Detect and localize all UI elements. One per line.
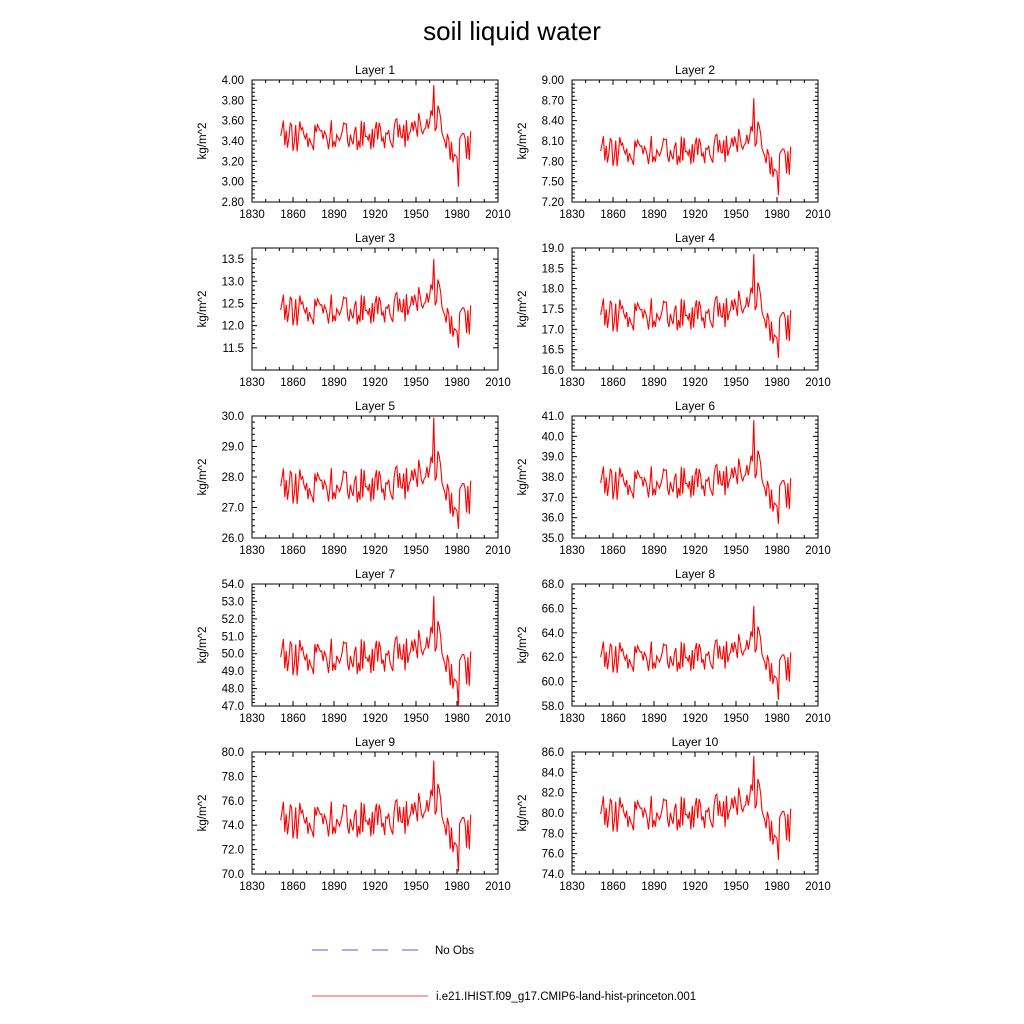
y-tick-label: 18.0 — [541, 283, 564, 296]
x-tick-label: 2010 — [805, 377, 831, 389]
y-axis-label: kg/m^2 — [517, 626, 529, 664]
x-tick-label: 1890 — [641, 545, 667, 557]
panel-title: Layer 1 — [354, 63, 396, 77]
y-axis-label: kg/m^2 — [517, 122, 529, 160]
x-tick-label: 1920 — [362, 713, 388, 725]
y-tick-label: 29.0 — [221, 441, 244, 454]
panel-title: Layer 6 — [674, 399, 716, 413]
y-tick-label: 3.00 — [221, 176, 244, 189]
x-tick-label: 1920 — [682, 209, 708, 221]
y-tick-label: 13.0 — [221, 276, 244, 289]
y-tick-label: 30.0 — [221, 411, 244, 423]
x-tick-label: 1920 — [362, 209, 388, 221]
y-tick-label: 9.00 — [541, 75, 564, 87]
y-tick-label: 74.0 — [541, 869, 564, 881]
y-axis-label: kg/m^2 — [197, 794, 209, 832]
y-axis-label: kg/m^2 — [197, 290, 209, 328]
x-tick-label: 1980 — [764, 881, 790, 893]
x-tick-label: 1830 — [239, 881, 265, 893]
y-tick-label: 12.0 — [221, 320, 244, 333]
x-tick-label: 1950 — [403, 209, 429, 221]
x-tick-label: 1920 — [362, 881, 388, 893]
panel-title: Layer 10 — [671, 735, 719, 749]
x-tick-label: 1950 — [403, 713, 429, 725]
x-tick-label: 1830 — [239, 545, 265, 557]
panel-title: Layer 9 — [354, 735, 396, 749]
y-tick-label: 38.0 — [541, 472, 564, 484]
x-tick-label: 1950 — [723, 209, 749, 221]
x-tick-label: 1920 — [362, 377, 388, 389]
y-tick-label: 3.80 — [221, 95, 244, 108]
y-tick-label: 27.0 — [221, 502, 244, 515]
y-axis-label: kg/m^2 — [517, 290, 529, 328]
panel-title: Layer 5 — [354, 399, 396, 413]
x-tick-label: 1890 — [641, 881, 667, 893]
y-axis-label: kg/m^2 — [197, 626, 209, 664]
x-tick-label: 1920 — [362, 545, 388, 557]
y-tick-label: 76.0 — [541, 848, 564, 861]
y-tick-label: 3.20 — [221, 156, 244, 169]
x-tick-label: 1830 — [559, 713, 585, 725]
y-tick-label: 3.60 — [221, 115, 244, 128]
y-tick-label: 66.0 — [541, 603, 564, 616]
x-tick-label: 1950 — [723, 881, 749, 893]
x-tick-label: 1920 — [682, 713, 708, 725]
x-tick-label: 1980 — [444, 209, 470, 221]
x-tick-label: 1950 — [403, 881, 429, 893]
y-tick-label: 78.0 — [541, 828, 564, 841]
y-tick-label: 74.0 — [221, 820, 244, 833]
y-tick-label: 8.70 — [541, 95, 564, 108]
x-tick-label: 2010 — [805, 209, 831, 221]
y-tick-label: 82.0 — [541, 787, 564, 800]
x-tick-label: 2010 — [805, 713, 831, 725]
x-tick-label: 1860 — [600, 377, 626, 389]
panel-title: Layer 3 — [354, 231, 396, 245]
y-tick-label: 80.0 — [221, 747, 244, 759]
panel-title: Layer 2 — [674, 63, 716, 77]
x-tick-label: 1980 — [764, 545, 790, 557]
y-tick-label: 18.5 — [541, 263, 564, 276]
y-tick-label: 64.0 — [541, 627, 564, 640]
y-axis-label: kg/m^2 — [517, 794, 529, 832]
x-tick-label: 2010 — [485, 545, 511, 557]
y-tick-label: 70.0 — [221, 869, 244, 881]
x-tick-label: 1860 — [600, 209, 626, 221]
x-tick-label: 1830 — [559, 881, 585, 893]
panel-title: Layer 4 — [674, 231, 716, 245]
y-tick-label: 16.0 — [541, 365, 564, 377]
x-tick-label: 1890 — [321, 713, 347, 725]
y-tick-label: 68.0 — [541, 579, 564, 591]
y-axis-label: kg/m^2 — [517, 458, 529, 496]
x-tick-label: 1860 — [600, 713, 626, 725]
y-tick-label: 41.0 — [541, 411, 564, 423]
x-tick-label: 1860 — [600, 545, 626, 557]
y-tick-label: 19.0 — [541, 243, 564, 255]
y-tick-label: 54.0 — [221, 579, 244, 591]
y-tick-label: 7.80 — [541, 156, 564, 169]
x-tick-label: 1890 — [321, 545, 347, 557]
y-tick-label: 86.0 — [541, 747, 564, 759]
y-tick-label: 17.0 — [541, 324, 564, 337]
y-tick-label: 47.0 — [221, 701, 244, 713]
x-tick-label: 1860 — [280, 377, 306, 389]
x-tick-label: 1980 — [764, 713, 790, 725]
x-tick-label: 1950 — [403, 545, 429, 557]
panel-title: Layer 8 — [674, 567, 716, 581]
y-tick-label: 50.0 — [221, 648, 244, 661]
x-tick-label: 1980 — [764, 209, 790, 221]
y-tick-label: 8.10 — [541, 136, 564, 148]
y-tick-label: 78.0 — [221, 771, 244, 784]
x-tick-label: 1830 — [559, 209, 585, 221]
y-tick-label: 28.0 — [221, 472, 244, 484]
x-tick-label: 2010 — [485, 713, 511, 725]
x-tick-label: 1980 — [444, 377, 470, 389]
x-tick-label: 1920 — [682, 881, 708, 893]
y-tick-label: 80.0 — [541, 808, 564, 820]
y-tick-label: 7.20 — [541, 197, 564, 209]
x-tick-label: 1890 — [641, 377, 667, 389]
x-tick-label: 1950 — [723, 713, 749, 725]
y-tick-label: 3.40 — [221, 136, 244, 148]
x-tick-label: 1830 — [239, 377, 265, 389]
y-tick-label: 62.0 — [541, 652, 564, 665]
y-tick-label: 26.0 — [221, 533, 244, 545]
y-tick-label: 84.0 — [541, 767, 564, 780]
x-tick-label: 1950 — [723, 377, 749, 389]
x-tick-label: 2010 — [805, 881, 831, 893]
y-tick-label: 4.00 — [221, 75, 244, 87]
y-tick-label: 13.5 — [221, 254, 244, 267]
y-tick-label: 35.0 — [541, 533, 564, 545]
x-tick-label: 1860 — [280, 881, 306, 893]
y-tick-label: 53.0 — [221, 596, 244, 609]
x-tick-label: 1890 — [641, 209, 667, 221]
legend-label-no-obs: No Obs — [435, 945, 474, 957]
x-tick-label: 1890 — [641, 713, 667, 725]
y-tick-label: 8.40 — [541, 115, 564, 128]
y-tick-label: 76.0 — [221, 795, 244, 808]
x-tick-label: 1830 — [559, 545, 585, 557]
y-tick-label: 17.5 — [541, 304, 564, 316]
x-tick-label: 1950 — [403, 377, 429, 389]
y-tick-label: 39.0 — [541, 451, 564, 464]
x-tick-label: 1950 — [723, 545, 749, 557]
x-tick-label: 1980 — [444, 881, 470, 893]
x-tick-label: 1830 — [239, 209, 265, 221]
x-tick-label: 1980 — [764, 377, 790, 389]
y-tick-label: 37.0 — [541, 492, 564, 505]
x-tick-label: 1890 — [321, 209, 347, 221]
x-tick-label: 1890 — [321, 377, 347, 389]
x-tick-label: 2010 — [485, 881, 511, 893]
x-tick-label: 1830 — [559, 377, 585, 389]
x-tick-label: 1860 — [280, 209, 306, 221]
x-tick-label: 1920 — [682, 545, 708, 557]
x-tick-label: 2010 — [805, 545, 831, 557]
panel-title: Layer 7 — [354, 567, 396, 581]
y-tick-label: 60.0 — [541, 676, 564, 689]
y-tick-label: 52.0 — [221, 613, 244, 626]
y-axis-label: kg/m^2 — [197, 458, 209, 496]
y-tick-label: 16.5 — [541, 344, 564, 357]
x-tick-label: 1860 — [280, 713, 306, 725]
figure-title: soil liquid water — [423, 16, 601, 46]
y-tick-label: 11.5 — [222, 342, 244, 355]
y-tick-label: 48.0 — [221, 683, 244, 696]
x-tick-label: 2010 — [485, 377, 511, 389]
x-tick-label: 1980 — [444, 545, 470, 557]
x-tick-label: 1920 — [682, 377, 708, 389]
x-tick-label: 1890 — [321, 881, 347, 893]
y-tick-label: 12.5 — [221, 298, 244, 311]
y-tick-label: 72.0 — [221, 844, 244, 857]
y-tick-label: 36.0 — [541, 512, 564, 525]
x-tick-label: 1860 — [600, 881, 626, 893]
y-tick-label: 58.0 — [541, 701, 564, 713]
y-tick-label: 49.0 — [221, 666, 244, 679]
y-tick-label: 7.50 — [541, 176, 564, 189]
x-tick-label: 1980 — [444, 713, 470, 725]
y-axis-label: kg/m^2 — [197, 122, 209, 160]
legend-label-model: i.e21.IHIST.f09_g17.CMIP6-land-hist-princeton.001 — [436, 991, 697, 1003]
y-tick-label: 2.80 — [221, 197, 244, 209]
x-tick-label: 1830 — [239, 713, 265, 725]
y-tick-label: 40.0 — [541, 431, 564, 444]
y-tick-label: 51.0 — [221, 631, 244, 644]
x-tick-label: 1860 — [280, 545, 306, 557]
x-tick-label: 2010 — [485, 209, 511, 221]
